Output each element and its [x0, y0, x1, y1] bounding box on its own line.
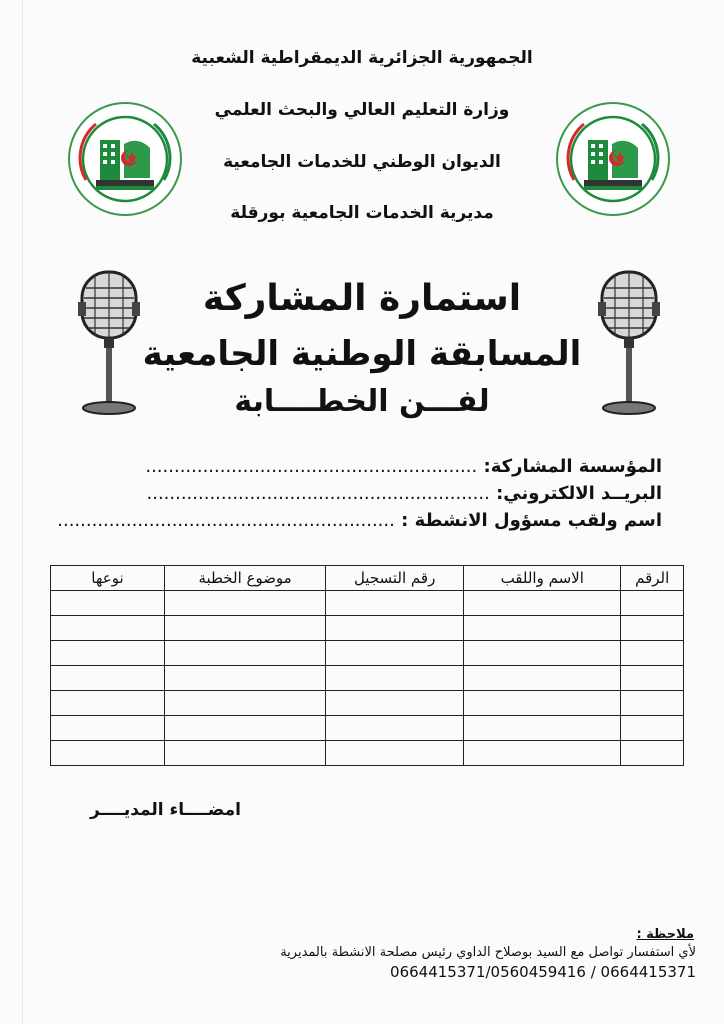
email-label: البريــد الالكتروني:	[496, 483, 662, 504]
header-republic: الجمهورية الجزائرية الديمقراطية الشعبية	[191, 48, 533, 68]
table-cell[interactable]	[51, 616, 165, 641]
table-cell[interactable]	[51, 641, 165, 666]
table-row	[51, 716, 684, 741]
table-cell[interactable]	[164, 716, 325, 741]
participants-table	[50, 565, 684, 766]
officer-field[interactable]	[57, 510, 662, 531]
header-number: الرقم	[621, 566, 684, 591]
note-text: لأي استفسار تواصل مع السيد بوصلاح الداوي رئيس مصلحة الانشطة بالمديرية	[280, 945, 696, 960]
onou-logo-left-icon	[66, 100, 184, 218]
table-cell[interactable]	[621, 591, 684, 616]
table-row	[51, 591, 684, 616]
header-speech-type: نوعها	[51, 566, 165, 591]
table-cell[interactable]	[51, 691, 165, 716]
table-cell[interactable]	[164, 616, 325, 641]
table-cell[interactable]	[464, 716, 621, 741]
email-field[interactable]	[147, 483, 663, 504]
table-cell[interactable]	[464, 691, 621, 716]
table-cell[interactable]	[326, 591, 464, 616]
table-cell[interactable]	[464, 616, 621, 641]
table-cell[interactable]	[164, 591, 325, 616]
table-cell[interactable]	[164, 641, 325, 666]
table-body	[51, 591, 684, 766]
table-cell[interactable]	[164, 741, 325, 766]
director-signature-label: امضــــاء المديــــر	[90, 800, 241, 820]
table-cell[interactable]	[464, 666, 621, 691]
form-title: استمارة المشاركة	[202, 278, 522, 319]
officer-dots: ...........................................................	[57, 510, 395, 531]
table-cell[interactable]	[621, 641, 684, 666]
email-dots: ............................................................	[146, 483, 490, 504]
table-cell[interactable]	[326, 641, 464, 666]
contact-phones: 0664415371/0560459416 / 0664415371	[390, 963, 696, 981]
table-row	[51, 616, 684, 641]
table-cell[interactable]	[621, 666, 684, 691]
header-ministry: وزارة التعليم العالي والبحث العلمي	[214, 100, 510, 120]
table-cell[interactable]	[51, 591, 165, 616]
table-cell[interactable]	[326, 741, 464, 766]
header-directorate: مديرية الخدمات الجامعية بورقلة	[230, 203, 494, 223]
table-cell[interactable]	[51, 716, 165, 741]
table-cell[interactable]	[621, 716, 684, 741]
table-cell[interactable]	[621, 691, 684, 716]
table-row	[51, 666, 684, 691]
table-cell[interactable]	[51, 741, 165, 766]
table-cell[interactable]	[326, 691, 464, 716]
table-header-row	[51, 566, 684, 591]
table-cell[interactable]	[464, 741, 621, 766]
table-row	[51, 741, 684, 766]
header-office: الديوان الوطني للخدمات الجامعية	[223, 152, 501, 172]
table-cell[interactable]	[51, 666, 165, 691]
table-cell[interactable]	[464, 641, 621, 666]
table-cell[interactable]	[621, 616, 684, 641]
table-row	[51, 641, 684, 666]
competition-title: المسابقة الوطنية الجامعية	[142, 334, 582, 374]
header-registration: رقم التسجيل	[326, 566, 464, 591]
institution-label: المؤسسة المشاركة:	[483, 456, 662, 477]
institution-field[interactable]	[145, 456, 662, 477]
table-cell[interactable]	[164, 691, 325, 716]
onou-logo-right-icon	[554, 100, 672, 218]
header-speech-topic: موضوع الخطبة	[164, 566, 325, 591]
table-row	[51, 691, 684, 716]
table-cell[interactable]	[621, 741, 684, 766]
note-label: ملاحظة :	[636, 927, 694, 942]
table-cell[interactable]	[164, 666, 325, 691]
competition-subtitle: لفـــن الخطــــابة	[234, 384, 490, 419]
header-full-name: الاسم واللقب	[464, 566, 621, 591]
table-cell[interactable]	[326, 666, 464, 691]
table-cell[interactable]	[464, 591, 621, 616]
institution-dots: ..........................................................	[145, 456, 478, 477]
table-cell[interactable]	[326, 616, 464, 641]
table-cell[interactable]	[326, 716, 464, 741]
officer-label: اسم ولقب مسؤول الانشطة :	[401, 510, 662, 531]
